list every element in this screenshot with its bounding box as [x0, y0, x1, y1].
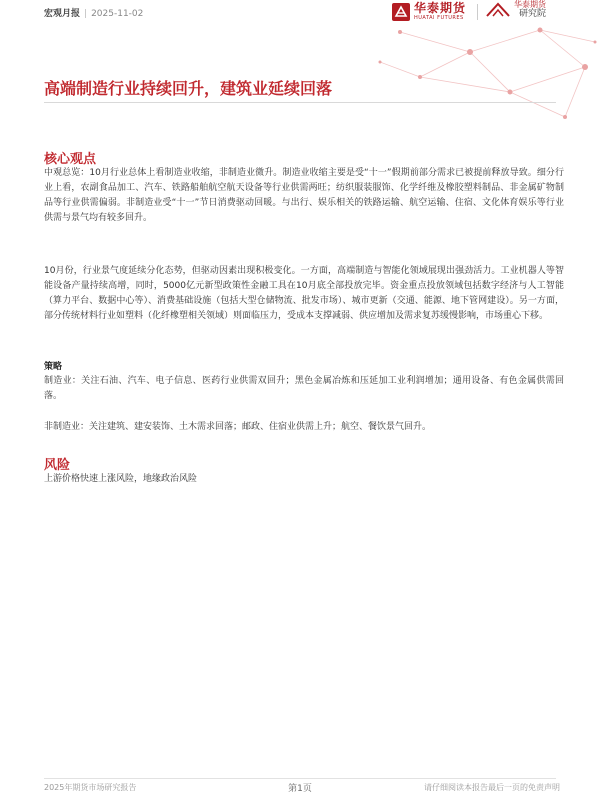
footer-report-name: 2025年期货市场研究报告: [44, 783, 137, 792]
logo-divider: [477, 4, 478, 20]
strategy-heading: 策略: [44, 362, 63, 372]
report-date: 2025-11-02: [91, 9, 144, 19]
research-logo-icon: [485, 1, 511, 19]
core-detail-paragraph: 10月份，行业景气度延续分化态势，但驱动因素出现积极变化。一方面，高端制造与智能化领域展现出强劲活力。工业机器人等智能设备产量持续高增，同时，5000亿元新型政策性金融工具在10月底全部投放完毕。资金重点投放领域包括数字经济与人工智能（算力平台、数据中心等）、消费基础设施（包括大型仓储物流、批发市场）、城市更新（交通、能源、地下管网建设）。另一方面，部分传统材料行业如塑料（化纤橡塑相关领域）则面临压力，受成本支撑减弱、供应增加及需求复苏缓慢影响，市场重心下移。: [44, 266, 564, 321]
logo-name-en: HUATAI FUTURES: [414, 15, 464, 21]
research-institute-logo: [485, 1, 546, 20]
footer-disclaimer: 请仔细阅读本报告最后一页的免责声明: [424, 783, 560, 792]
huatai-futures-logo: [392, 2, 466, 21]
research-logo-line2: 研究院: [518, 8, 546, 19]
core-views-heading: 核心观点: [44, 152, 97, 167]
report-title: 高端制造行业持续回升，建筑业延续回落: [44, 79, 333, 98]
report-type: 宏观月报: [44, 9, 81, 19]
footer-divider: [44, 778, 556, 779]
strategy-non-manufacturing: 非制造业：关注建筑、建安装饰、土木需求回落；邮政、住宿业供需上升；航空、餐饮景气回升。: [44, 422, 432, 432]
risk-text: 上游价格快速上涨风险，地缘政治风险: [44, 474, 198, 484]
header-separator: |: [84, 9, 88, 19]
huatai-logo-icon: [392, 3, 410, 21]
title-divider: [44, 102, 556, 103]
header-meta: [44, 6, 143, 19]
risk-heading: 风险: [44, 458, 71, 473]
strategy-manufacturing: 制造业：关注石油、汽车、电子信息、医药行业供需双回升；黑色金属冶炼和压延加工业利润增加；通用设备、有色金属供需回落。: [44, 376, 564, 401]
network-decoration: [360, 22, 600, 122]
research-logo-line1: 华泰期货: [514, 0, 546, 9]
core-overview-paragraph: 中观总览：10月行业总体上看制造业收缩，非制造业微升。制造业收缩主要是受“十一”假期前部分需求已被提前释放导致。细分行业上看，农副食品加工、汽车、铁路船舶航空航天设备等行业供需两旺；纺织服装服饰、化学纤维及橡胶塑料制品、非金属矿物制品等行业供需偏弱。非制造业受“十一”节日消费驱动回暖。与出行、娱乐相关的铁路运输、航空运输、住宿、文化体育娱乐等行业供需与景气均有较多回升。: [44, 168, 564, 223]
page-number: 第1页: [288, 784, 312, 794]
logo-name-cn: 华泰期货: [414, 1, 467, 15]
